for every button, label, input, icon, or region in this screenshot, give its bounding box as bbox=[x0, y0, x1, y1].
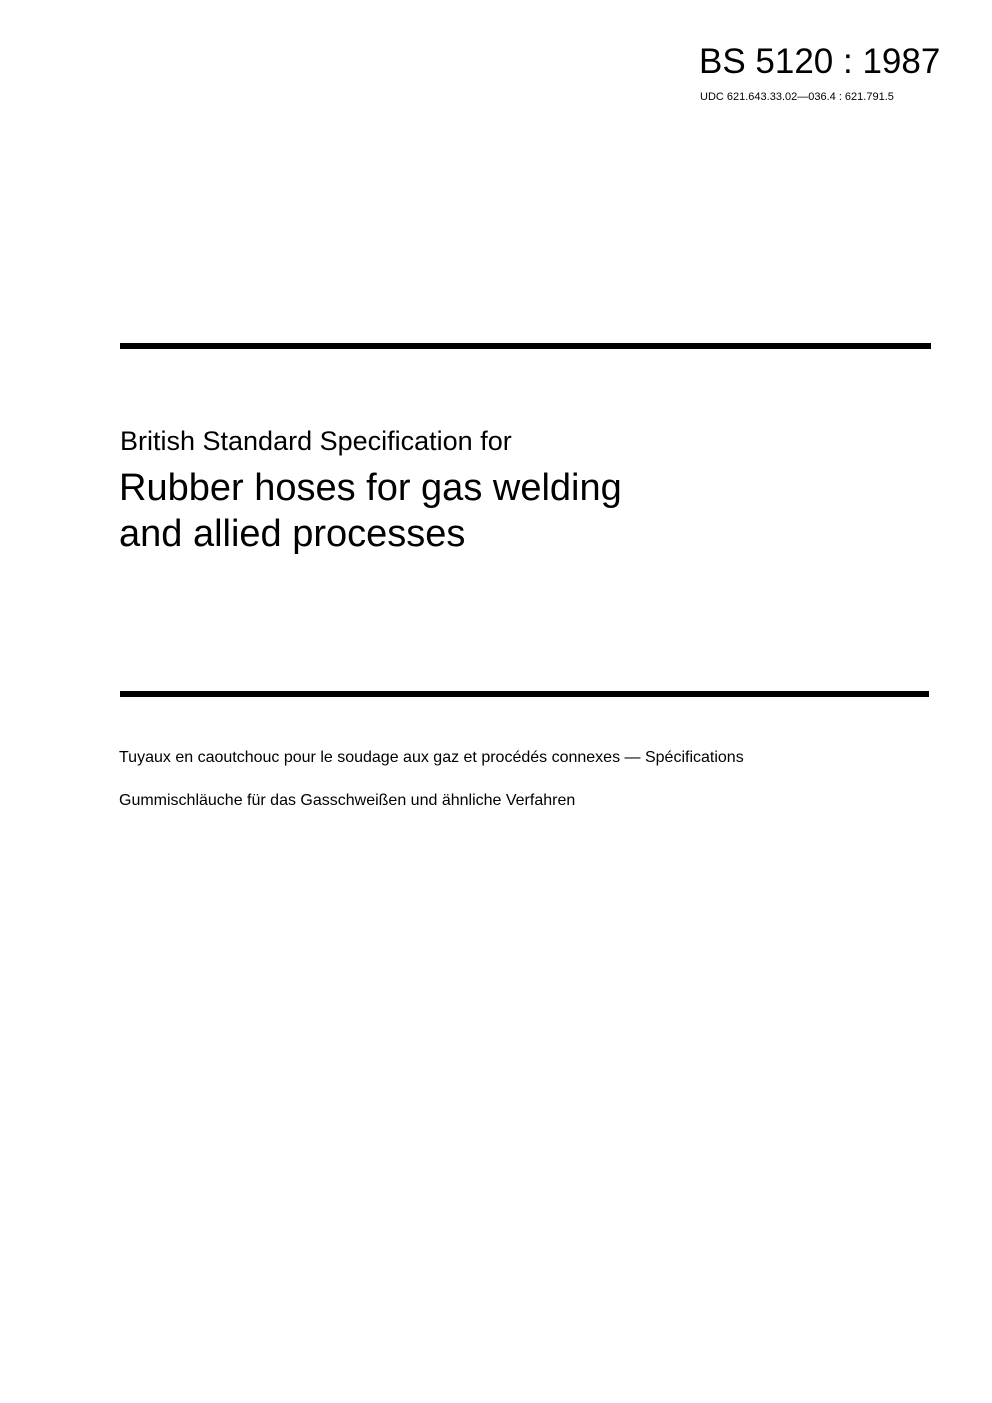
title-line-2: and allied processes bbox=[119, 513, 466, 555]
top-divider bbox=[120, 343, 931, 349]
document-kicker: British Standard Specification for bbox=[120, 426, 512, 456]
title-line-1: Rubber hoses for gas welding bbox=[119, 467, 622, 509]
udc-classification: UDC 621.643.33.02—036.4 : 621.791.5 bbox=[700, 91, 894, 103]
standard-number: BS 5120 : 1987 bbox=[699, 42, 941, 81]
bottom-divider bbox=[120, 691, 929, 697]
german-title: Gummischläuche für das Gasschweißen und ähnliche Verfahren bbox=[119, 792, 576, 809]
document-title bbox=[119, 465, 622, 557]
french-title: Tuyaux en caoutchouc pour le soudage aux gaz et procédés connexes — Spécifications bbox=[119, 749, 744, 766]
